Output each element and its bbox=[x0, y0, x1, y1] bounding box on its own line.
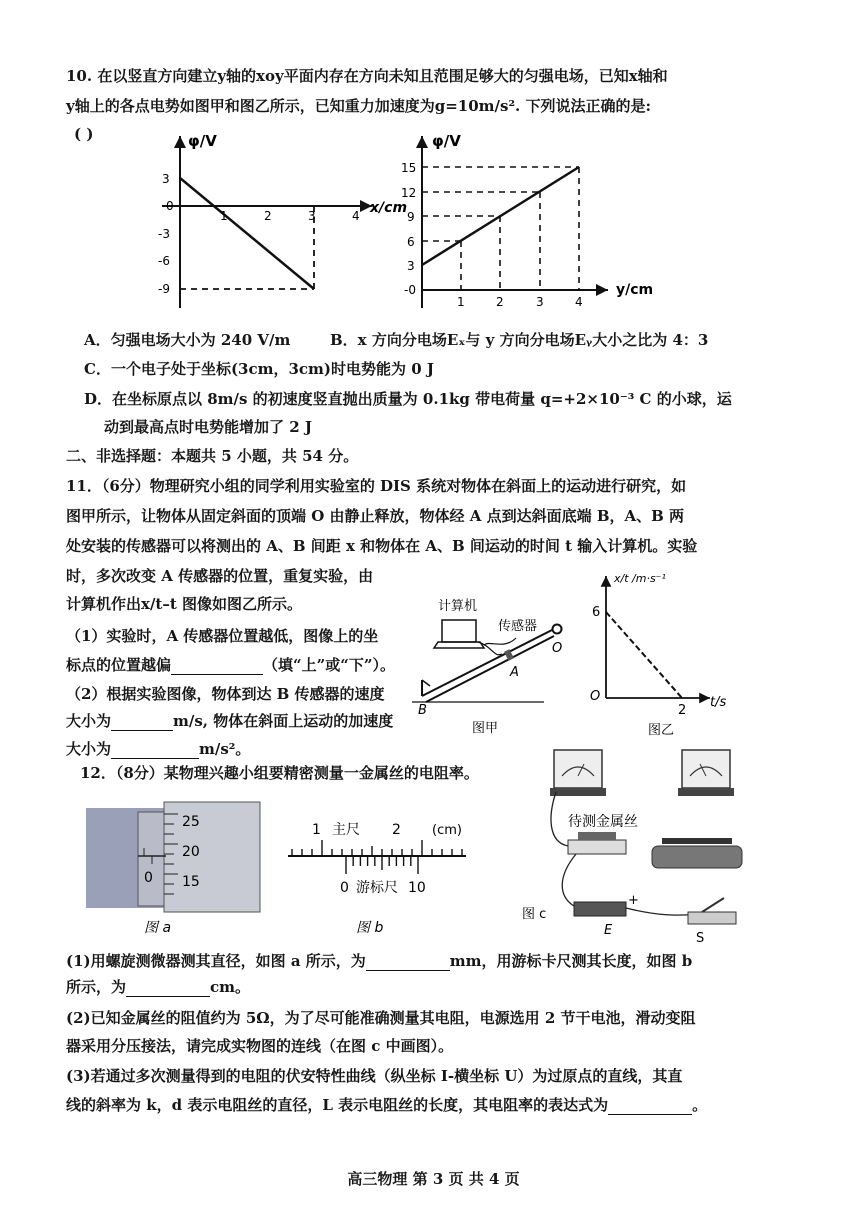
caption-a: 图 a bbox=[144, 920, 172, 936]
q11-sub1-line2 bbox=[66, 654, 395, 675]
switch-S: S bbox=[696, 931, 705, 946]
circuit-figure bbox=[518, 746, 760, 946]
jia-ytick-m6: -6 bbox=[158, 254, 170, 268]
computer-label: 计算机 bbox=[438, 599, 478, 614]
xt-xlabel: t/s bbox=[710, 695, 727, 710]
jia-xtick-4: 4 bbox=[352, 209, 360, 223]
caption-yi: 图乙 bbox=[648, 723, 675, 738]
ammeter-base bbox=[550, 788, 606, 796]
apparatus-jia bbox=[412, 590, 572, 740]
metal-wire-icon bbox=[568, 840, 626, 854]
q12-title: 12．（8分）某物理兴趣小组要精密测量一金属丝的电阻率。 bbox=[80, 764, 479, 782]
vern-0: 0 bbox=[340, 880, 349, 896]
vern-1: 1 bbox=[312, 822, 321, 838]
xt-ylabel: x/t /m·s⁻¹ bbox=[614, 572, 666, 585]
q12-sub1-text: (1)用螺旋测微器测其直径，如图 a 所示，为 bbox=[66, 952, 366, 970]
jia-ytick-m3: -3 bbox=[158, 227, 170, 241]
jia-ytick-3: 3 bbox=[162, 172, 170, 186]
q12-sub1-mid: mm，用游标卡尺测其长度，如图 b bbox=[449, 952, 693, 970]
graph-jia bbox=[140, 128, 408, 318]
section-2-heading: 二、非选择题：本题共 5 小题，共 54 分。 bbox=[66, 447, 359, 465]
battery-plus: + bbox=[628, 893, 639, 908]
graph-xt bbox=[578, 566, 738, 740]
yi-ytick-6: 6 bbox=[407, 235, 415, 249]
q10-option-a: A．匀强电场大小为 240 V/m bbox=[84, 331, 291, 349]
caption-jia: 图甲 bbox=[472, 721, 499, 736]
vern-2: 2 bbox=[392, 822, 401, 838]
q11-blank-1[interactable] bbox=[171, 654, 263, 675]
q12-sub2-line1: (2)已知金属丝的阻值约为 5Ω，为了尽可能准确测量其电阻，电源选用 2 节干电池，滑动变阻 bbox=[66, 1009, 696, 1027]
q11-blank-3[interactable] bbox=[111, 738, 199, 759]
yi-ytick-0: -0 bbox=[404, 283, 416, 297]
q10-line2: y轴上的各点电势如图甲和图乙所示，已知重力加速度为g=10m/s². 下列说法正确的是: bbox=[66, 97, 651, 115]
jia-xtick-1: 1 bbox=[220, 209, 228, 223]
q12-sub1-unit: cm。 bbox=[210, 978, 251, 996]
xt-origin: O bbox=[590, 689, 601, 704]
computer-icon bbox=[442, 620, 476, 642]
ammeter-icon bbox=[554, 750, 602, 788]
battery-E: E bbox=[604, 923, 613, 938]
q12-sub3-line1: (3)若通过多次测量得到的电阻的伏安特性曲线（纵坐标 I-横坐标 U）为过原点的直线，其直 bbox=[66, 1067, 683, 1085]
jia-ylabel: φ/V bbox=[188, 132, 217, 150]
q11-line2: 图甲所示，让物体从固定斜面的顶端 O 由静止释放，物体经 A 点到达斜面底端 B，A、B 两 bbox=[66, 507, 685, 525]
point-A: A bbox=[510, 665, 519, 680]
q12-sub1-line1 bbox=[66, 950, 692, 971]
q11-line5: 计算机作出x/t–t 图像如图乙所示。 bbox=[66, 595, 303, 613]
mic-20: 20 bbox=[182, 844, 200, 860]
q11-sub2-line1: （2）根据实验图像，物体到达 B 传感器的速度 bbox=[66, 685, 385, 703]
switch-icon bbox=[688, 912, 736, 924]
voltmeter-base bbox=[678, 788, 734, 796]
yi-dashes bbox=[422, 167, 579, 290]
q12-blank-3[interactable] bbox=[608, 1094, 692, 1115]
q11-sub2-unit2: m/s²。 bbox=[199, 740, 251, 758]
yi-ytick-15: 15 bbox=[401, 161, 417, 175]
q11-sub2-line3 bbox=[66, 738, 250, 759]
point-B: B bbox=[418, 703, 427, 718]
yi-xtick-1: 1 bbox=[457, 295, 465, 309]
q11-line4: 时，多次改变 A 传感器的位置，重复实验，由 bbox=[66, 567, 374, 585]
jia-xlabel: x/cm bbox=[370, 200, 408, 216]
q12-sub1-text2: 所示，为 bbox=[66, 978, 127, 996]
yi-ytick-12: 12 bbox=[401, 186, 417, 200]
rheostat-icon bbox=[652, 846, 742, 868]
yi-xtick-4: 4 bbox=[575, 295, 583, 309]
q11-sub2-line2 bbox=[66, 710, 393, 731]
vern-unit: (cm) bbox=[432, 823, 462, 838]
yi-xlabel: y/cm bbox=[616, 282, 654, 298]
q12-sub3-text: 线的斜率为 k，d 表示电阻丝的直径，L 表示电阻丝的长度，其电阻率的表达式为 bbox=[66, 1096, 609, 1114]
q11-sub1-text: 标点的位置越偏 bbox=[66, 656, 172, 674]
q11-sub1-hint: （填“上”或“下”）。 bbox=[263, 656, 396, 674]
q11-blank-2[interactable] bbox=[111, 710, 173, 731]
q12-sub3-end: 。 bbox=[692, 1096, 708, 1114]
mic-0: 0 bbox=[144, 870, 153, 886]
wire-label: 待测金属丝 bbox=[568, 814, 638, 830]
jia-ytick-m9: -9 bbox=[158, 282, 170, 296]
vern-main-label: 主尺 bbox=[332, 822, 360, 838]
q11-line3: 处安装的传感器可以将测出的 A、B 间距 x 和物体在 A、B 间运动的时间 t 输入计算机。实验 bbox=[66, 537, 698, 555]
q11-sub2-unit: m/s, 物体在斜面上运动的加速度 bbox=[173, 712, 394, 730]
caption-b: 图 b bbox=[356, 920, 384, 936]
q10-line1: 10. 在以竖直方向建立y轴的xoy平面内存在方向未知且范围足够大的匀强电场，已知x轴和 bbox=[66, 67, 668, 85]
yi-ylabel: φ/V bbox=[432, 132, 461, 150]
micrometer-figure bbox=[86, 800, 266, 940]
xt-y6: 6 bbox=[592, 605, 601, 620]
xt-line bbox=[606, 612, 682, 698]
object-O bbox=[553, 625, 562, 634]
q10-option-d-line2: 动到最高点时电势能增加了 2 J bbox=[104, 418, 312, 436]
graph-yi bbox=[398, 128, 668, 318]
q12-sub3-line2 bbox=[66, 1094, 707, 1115]
mic-15: 15 bbox=[182, 874, 200, 890]
q10-answer-paren: ( ) bbox=[74, 125, 94, 143]
jia-xtick-3: 3 bbox=[308, 209, 316, 223]
sensor-label: 传感器 bbox=[498, 619, 538, 634]
q12-blank-2[interactable] bbox=[126, 976, 210, 997]
q12-sub2-line2: 器采用分压接法，请完成实物图的连线（在图 c 中画图）。 bbox=[66, 1037, 454, 1055]
jia-line bbox=[180, 178, 314, 289]
jia-xtick-2: 2 bbox=[264, 209, 272, 223]
vern-10: 10 bbox=[408, 880, 426, 896]
battery-icon bbox=[574, 902, 626, 916]
page-footer: 高三物理 第 3 页 共 4 页 bbox=[347, 1170, 520, 1188]
mic-25: 25 bbox=[182, 814, 200, 830]
caption-c: 图 c bbox=[522, 907, 547, 922]
q10-option-c: C．一个电子处于坐标(3cm，3cm)时电势能为 0 J bbox=[84, 360, 434, 378]
voltmeter-icon bbox=[682, 750, 730, 788]
xt-x2: 2 bbox=[678, 703, 687, 718]
q11-sub1-line1: （1）实验时，A 传感器位置越低，图像上的坐 bbox=[66, 627, 379, 645]
q11-line1: 11．（6分）物理研究小组的同学利用实验室的 DIS 系统对物体在斜面上的运动进行研究，如 bbox=[66, 477, 687, 495]
q10-option-d-line1: D．在坐标原点以 8m/s 的初速度竖直抛出质量为 0.1kg 带电荷量 q=+2×10⁻³ C 的小球，运 bbox=[84, 390, 732, 408]
q10-option-b: B．x 方向分电场Eₓ与 y 方向分电场Eᵧ大小之比为 4：3 bbox=[330, 331, 709, 349]
yi-ytick-9: 9 bbox=[407, 210, 415, 224]
jia-ytick-0: 0 bbox=[166, 199, 174, 213]
q11-sub2-text2: 大小为 bbox=[66, 740, 112, 758]
vern-sub-label: 游标尺 bbox=[356, 880, 398, 896]
q12-blank-1[interactable] bbox=[366, 950, 450, 971]
yi-ytick-3: 3 bbox=[407, 259, 415, 273]
q11-sub2-text: 大小为 bbox=[66, 712, 112, 730]
point-O: O bbox=[552, 641, 563, 656]
yi-xtick-3: 3 bbox=[536, 295, 544, 309]
q12-sub1-line2 bbox=[66, 976, 250, 997]
yi-xtick-2: 2 bbox=[496, 295, 504, 309]
vernier-figure bbox=[284, 814, 474, 938]
